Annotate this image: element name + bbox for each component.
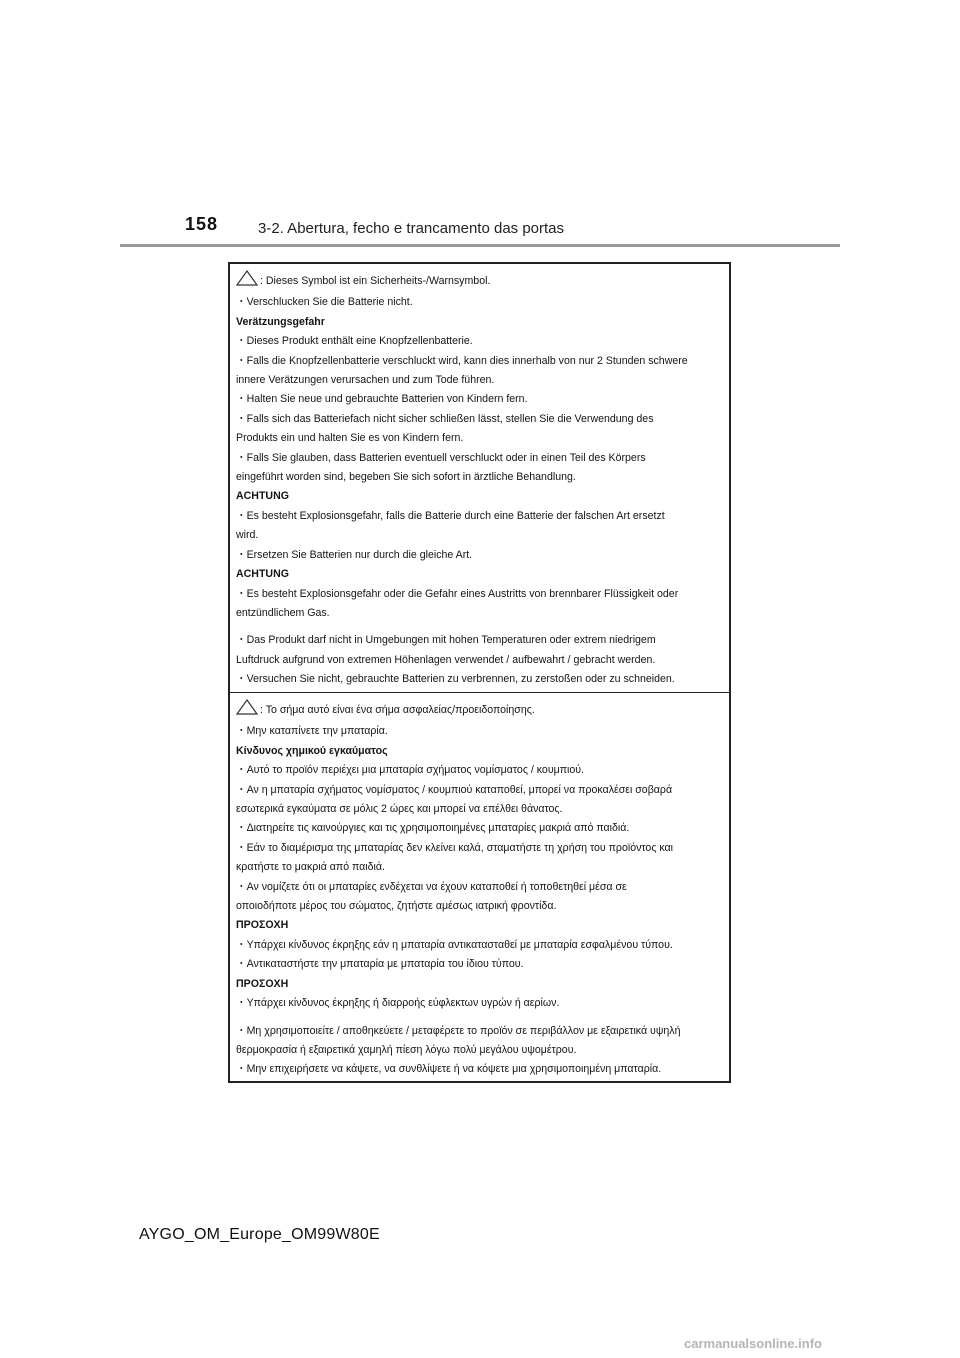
warning-triangle-icon: [236, 699, 258, 722]
warning-heading: ACHTUNG: [236, 490, 289, 503]
document-code: AYGO_OM_Europe_OM99W80E: [139, 1226, 380, 1243]
page-number: 158: [185, 214, 219, 234]
warning-text-line: κρατήστε το μακριά από παιδιά.: [236, 861, 385, 874]
warning-text-line: ・Μην επιχειρήσετε να κάψετε, να συνθλίψετε ή να κόψετε μια χρησιμοποιημένη μπαταρία.: [236, 1063, 662, 1076]
warning-text-line: entzündlichem Gas.: [236, 606, 330, 619]
warning-text-line: ・Ersetzen Sie Batterien nur durch die gleiche Art.: [236, 548, 473, 561]
warning-text-line: ・Υπάρχει κίνδυνος έκρηξης εάν η μπαταρία αντικατασταθεί με μπαταρία εσφαλμένου τύπου.: [236, 938, 673, 951]
warning-text-line: ・Αν νομίζετε ότι οι μπαταρίες ενδέχεται να έχουν καταποθεί ή τοποθετηθεί μέσα σε: [236, 880, 627, 893]
warning-text-line: ・Falls sich das Batteriefach nicht sicher schließen lässt, stellen Sie die Verwendung des: [236, 412, 654, 425]
warning-lines-greek: [236, 722, 723, 1079]
warning-text-line: ・Halten Sie neue und gebrauchte Batterien von Kindern fern.: [236, 393, 528, 406]
warning-text-line: ・Es besteht Explosionsgefahr, falls die Batterie durch eine Batterie der falschen Art ersetzt: [236, 509, 665, 522]
header-divider: [120, 244, 840, 247]
warning-text-line: ・Falls Sie glauben, dass Batterien eventuell verschluckt oder in einen Teil des Körpers: [236, 451, 646, 464]
warning-text-line: innere Verätzungen verursachen und zum Tode führen.: [236, 374, 495, 387]
warning-section-german: [230, 270, 729, 690]
warning-text-line: ・Μην καταπίνετε την μπαταρία.: [236, 725, 388, 738]
section-title: 3-2. Abertura, fecho e trancamento das portas: [258, 220, 565, 237]
warning-section-greek: [230, 692, 729, 1081]
battery-warning-box: [228, 262, 731, 1083]
warning-heading: ACHTUNG: [236, 568, 289, 581]
warning-intro-text: : Dieses Symbol ist ein Sicherheits-/Warnsymbol.: [260, 275, 491, 287]
warning-text-line: ・Falls die Knopfzellenbatterie verschluckt wird, kann dies innerhalb von nur 2 Stunden schwere: [236, 354, 688, 367]
warning-text-line: ・Versuchen Sie nicht, gebrauchte Batterien zu verbrennen, zu zerstoßen oder zu schneiden.: [236, 673, 675, 686]
warning-text-line: ・Dieses Produkt enthält eine Knopfzellenbatterie.: [236, 335, 473, 348]
warning-text-line: ・Εάν το διαμέρισμα της μπαταρίας δεν κλείνει καλά, σταματήστε τη χρήση του προϊόντος και: [236, 841, 674, 854]
page-header: [0, 0, 960, 250]
warning-lines-german: [236, 293, 723, 689]
warning-text-line: wird.: [236, 529, 259, 542]
warning-intro-text: : Το σήμα αυτό είναι ένα σήμα ασφαλείας/προειδοποίησης.: [260, 704, 535, 716]
warning-text-line: θερμοκρασία ή εξαιρετικά χαμηλή πίεση λόγω πολύ μεγάλου υψομέτρου.: [236, 1043, 577, 1056]
warning-text-line: εσωτερικά εγκαύματα σε μόλις 2 ώρες και μπορεί να επέλθει θάνατος.: [236, 803, 563, 816]
warning-intro-german: [236, 270, 723, 293]
warning-text-line: ・Verschlucken Sie die Batterie nicht.: [236, 296, 413, 309]
warning-text-line: ・Αυτό το προϊόν περιέχει μια μπαταρία σχήματος νομίσματος / κουμπιού.: [236, 764, 585, 777]
warning-text-line: ・Υπάρχει κίνδυνος έκρηξης ή διαρροής εύφλεκτων υγρών ή αερίων.: [236, 997, 560, 1010]
warning-text-line: οποιοδήποτε μέρος του σώματος, ζητήστε αμέσως ιατρική φροντίδα.: [236, 900, 557, 913]
warning-triangle-icon: [236, 270, 258, 293]
warning-text-line: ・Es besteht Explosionsgefahr oder die Gefahr eines Austritts von brennbarer Flüssigkeit oder: [236, 587, 679, 600]
warning-text-line: ・Αν η μπαταρία σχήματος νομίσματος / κουμπιού καταποθεί, μπορεί να προκαλέσει σοβαρά: [236, 783, 673, 796]
warning-intro-greek: [236, 699, 723, 722]
warning-heading: Verätzungsgefahr: [236, 315, 325, 328]
warning-text-line: ・Μη χρησιμοποιείτε / αποθηκεύετε / μεταφέρετε το προϊόν σε περιβάλλον με εξαιρετικά υψηλή: [236, 1024, 681, 1037]
watermark: carmanualsonline.info: [684, 1336, 822, 1351]
warning-text-line: Produkts ein und halten Sie es von Kindern fern.: [236, 432, 464, 445]
warning-text-line: Luftdruck aufgrund von extremen Höhenlagen verwendet / aufbewahrt / gebracht werden.: [236, 653, 656, 666]
warning-heading: ΠΡΟΣΟΧΗ: [236, 919, 289, 932]
warning-text-line: ・Das Produkt darf nicht in Umgebungen mit hohen Temperaturen oder extrem niedrigem: [236, 634, 656, 647]
warning-text-line: eingeführt worden sind, begeben Sie sich sofort in ärztliche Behandlung.: [236, 471, 576, 484]
warning-heading: ΠΡΟΣΟΧΗ: [236, 977, 289, 990]
warning-heading: Κίνδυνος χημικού εγκαύματος: [236, 744, 388, 757]
warning-text-line: ・Αντικαταστήστε την μπαταρία με μπαταρία του ίδιου τύπου.: [236, 958, 524, 971]
warning-text-line: ・Διατηρείτε τις καινούργιες και τις χρησιμοποιημένες μπαταρίες μακριά από παιδιά.: [236, 822, 630, 835]
